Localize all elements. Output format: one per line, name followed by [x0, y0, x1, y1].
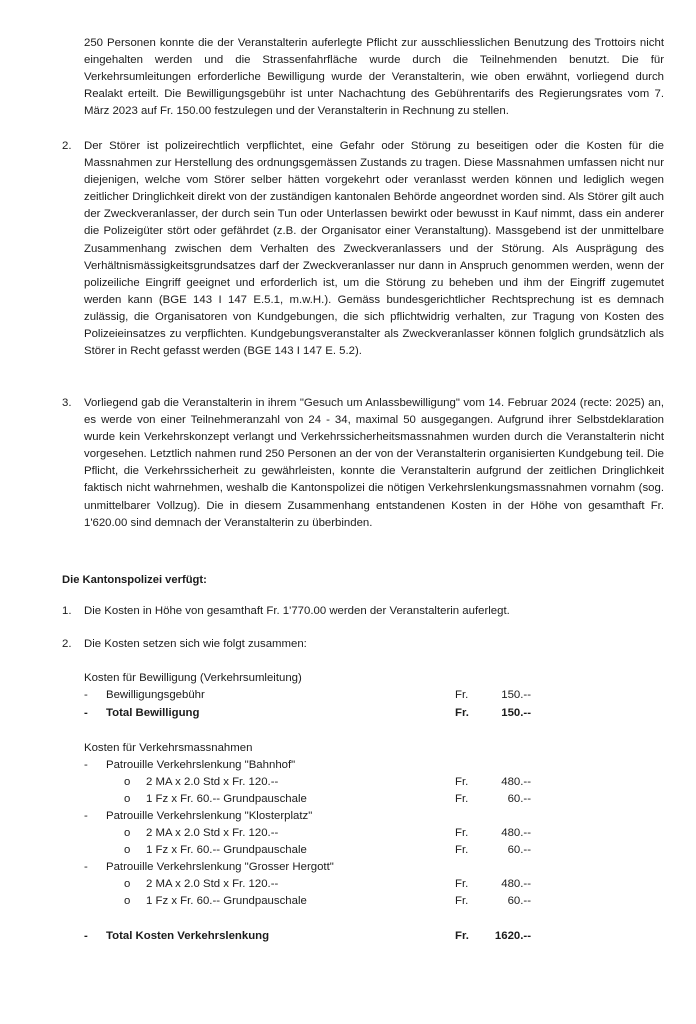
decree-heading: Die Kantonspolizei verfügt: — [62, 574, 207, 586]
currency: Fr. — [455, 689, 469, 701]
amount: 60.-- — [507, 844, 531, 856]
currency: Fr. — [455, 878, 469, 890]
point-2-number: 2. — [62, 140, 72, 152]
patrol-bahnhof — [0, 757, 696, 774]
cost-row — [0, 791, 696, 808]
decree-item-2-number: 2. — [62, 638, 72, 650]
patrol-klosterplatz — [0, 808, 696, 825]
circle-bullet-icon: o — [124, 776, 131, 788]
bewilligung-title: Kosten für Bewilligung (Verkehrsumleitung) — [84, 672, 302, 684]
currency: Fr. — [455, 844, 469, 856]
intro-paragraph: 250 Personen konnte die der Veranstalterin auferlegte Pflicht zur ausschliesslichen Benutzung des Trottoirs nicht eingehalten werden und die Strassenfahrfläche wurde durch die Teilnehmenden benutzt. Die für Verkehrsumleitungen erforderliche Bewilligung wurde der Veranstalterin, wie oben erwähnt, vorliegend durch Realakt erteilt. Die Bewilligungsgebühr ist unter Nachachtung des Gebührentarifs des Regierungsrates vom 7. März 2023 auf Fr. 150.00 festzulegen und der Veranstalterin in Rechnung zu stellen. — [84, 37, 664, 118]
currency: Fr. — [455, 930, 469, 942]
circle-bullet-icon: o — [124, 844, 131, 856]
cost-label: 1 Fz x Fr. 60.-- Grundpauschale — [146, 844, 307, 856]
total-label: Total Bewilligung — [106, 707, 200, 719]
point-3-text: Vorliegend gab die Veranstalterin in ihrem "Gesuch um Anlassbewilligung" vom 14. Februar 2024 (recte: 2025) an, es werde von einer Teilnehmeranzahl von 24 - 34, maximal 50 ausgegangen. Aufgrund ihrer Selbstdeklaration wurde kein Verkehrskonzept verlangt und Verkehrssicherheitsmassnahmen wurden durch die Veranstalterin nicht vorgesehen. Letztlich nahmen rund 250 Personen an der von der Veranstalterin organisierten Kundgebung teil. Die Pflicht, die Verkehrssicherheit zu gewährleisten, konnte die Veranstalterin aufgrund der zeitlichen Dringlichkeit faktisch nicht wahrnehmen, weshalb die Kantonspolizei die nötigen Verkehrslenkungsmassnahmen vornahm (sog. unmittelbarer Vollzug). Die in diesem Zusammenhang entstandenen Kosten in der Höhe von gesamthaft Fr. 1'620.00 sind demnach der Veranstalterin zu überbinden. — [84, 397, 664, 529]
currency: Fr. — [455, 776, 469, 788]
circle-bullet-icon: o — [124, 878, 131, 890]
cost-row-total-verkehrslenkung — [0, 928, 696, 945]
amount: 480.-- — [501, 776, 531, 788]
cost-row-total-bewilligung — [0, 705, 696, 722]
patrol-name: Patrouille Verkehrslenkung "Klosterplatz" — [106, 810, 313, 822]
cost-label: 2 MA x 2.0 Std x Fr. 120.-- — [146, 776, 279, 788]
currency: Fr. — [455, 793, 469, 805]
decree-item-1-text: Die Kosten in Höhe von gesamthaft Fr. 1'770.00 werden der Veranstalterin auferlegt. — [84, 605, 510, 617]
decree-item-2-text: Die Kosten setzen sich wie folgt zusammen: — [84, 638, 307, 650]
amount: 480.-- — [501, 878, 531, 890]
circle-bullet-icon: o — [124, 827, 131, 839]
cost-label: 1 Fz x Fr. 60.-- Grundpauschale — [146, 793, 307, 805]
patrol-name: Patrouille Verkehrslenkung "Grosser Hergott" — [106, 861, 334, 873]
verkehr-title: Kosten für Verkehrsmassnahmen — [84, 742, 253, 754]
cost-label: 2 MA x 2.0 Std x Fr. 120.-- — [146, 827, 279, 839]
cost-row — [0, 825, 696, 842]
dash-marker: - — [84, 810, 88, 822]
patrol-name: Patrouille Verkehrslenkung "Bahnhof" — [106, 759, 296, 771]
dash-marker: - — [84, 707, 88, 719]
amount: 60.-- — [507, 793, 531, 805]
cost-row — [0, 774, 696, 791]
currency: Fr. — [455, 707, 469, 719]
cost-row-bewilligungsgebuehr — [0, 687, 696, 704]
currency: Fr. — [455, 895, 469, 907]
patrol-grosser-hergott — [0, 859, 696, 876]
point-3-number: 3. — [62, 397, 72, 409]
point-2-text: Der Störer ist polizeirechtlich verpflichtet, eine Gefahr oder Störung zu beseitigen oder die Kosten für die Massnahmen zur Herstellung des ordnungsgemässen Zustands zu tragen. Diese Massnahmen umfassen nicht nur diejenigen, welche vom Störer selber hätten vorgekehrt oder veranlasst werden können und lediglich wegen zeitlicher Dringlichkeit direkt von der zuständigen kantonalen Behörde angeordnet worden sind. Als Störer gilt auch der Zweckveranlasser, der durch sein Tun oder Unterlassen bewirkt oder bewusst in Kauf nimmt, dass ein anderer die Polizeigüter stört oder gefährdet (z.B. der Organisator einer Veranstaltung). Massgebend ist der unmittelbare Zusammenhang zwischen dem Verhalten des Zweckveranlassers und der Störung. Als Ausprägung des Verhältnismässigkeitsgrundsatzes darf der Zweckveranlasser nur dann in Anspruch genommen werden, wenn der polizeiliche Eingriff geeignet und erforderlich ist, um die Störung zu beheben und ihm der Eingriff zugemutet werden kann (BGE 143 I 147 E.5.1, m.w.H.). Gemäss bundesgerichtlicher Rechtsprechung ist es demnach zulässig, die Organisatoren von Kundgebungen, die sich pflichtwidrig verhalten, zur Tragung von Kosten des Polizeieinsatzes zu verpflichten. Kundgebungsveranstalter als Zweckveranlasser können folglich grundsätzlich als Störer in Recht gefasst werden (BGE 143 I 147 E. 5.2). — [84, 140, 664, 358]
amount: 150.-- — [501, 689, 531, 701]
dash-marker: - — [84, 759, 88, 771]
dash-marker: - — [84, 689, 88, 701]
amount: 150.-- — [501, 707, 531, 719]
cost-row — [0, 893, 696, 910]
cost-label: 1 Fz x Fr. 60.-- Grundpauschale — [146, 895, 307, 907]
cost-label: 2 MA x 2.0 Std x Fr. 120.-- — [146, 878, 279, 890]
dash-marker: - — [84, 861, 88, 873]
total-label: Total Kosten Verkehrslenkung — [106, 930, 270, 942]
dash-marker: - — [84, 930, 88, 942]
amount: 60.-- — [507, 895, 531, 907]
amount: 1620.-- — [494, 930, 531, 942]
decree-item-1-number: 1. — [62, 605, 72, 617]
cost-row — [0, 876, 696, 893]
cost-label: Bewilligungsgebühr — [106, 689, 205, 701]
circle-bullet-icon: o — [124, 895, 131, 907]
circle-bullet-icon: o — [124, 793, 131, 805]
amount: 480.-- — [501, 827, 531, 839]
cost-row — [0, 842, 696, 859]
currency: Fr. — [455, 827, 469, 839]
